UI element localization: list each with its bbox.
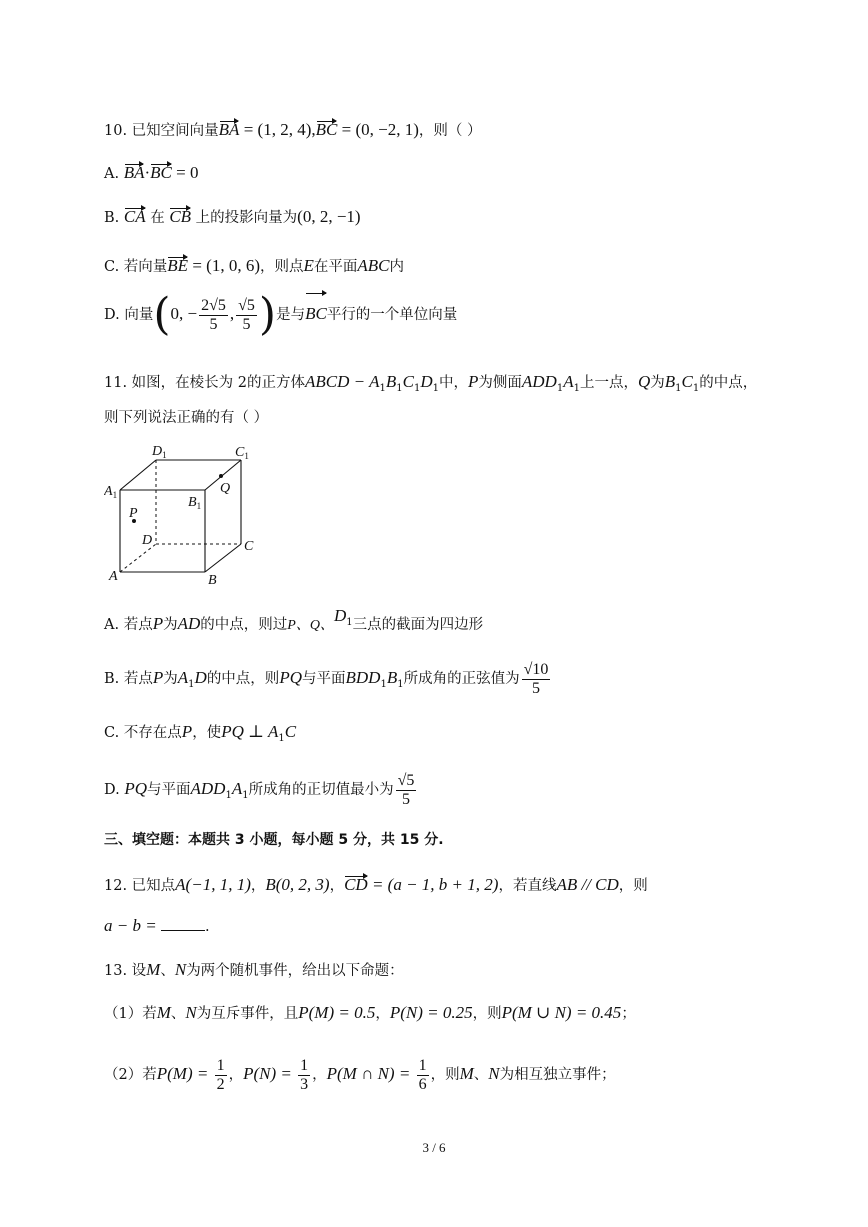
answer-blank[interactable] [161, 916, 205, 931]
q10-stem: 10. 已知空间向量BA = (1, 2, 4),BC = (0, −2, 1)，则（ ） [104, 120, 482, 139]
vector-ba: BA [218, 120, 240, 139]
q11-stem-line1: 11. 如图，在棱长为 2的正方体ABCD − $A_1B_1C_1D_1$中，P为侧面$ADD_1A_1$上一点，Q为$B_1C_1$的中点， [104, 372, 758, 394]
edge-a1d1 [120, 460, 156, 490]
edge-ad-hidden [120, 544, 156, 572]
q11-option-c: C. 不存在点P，使PQ ⊥ $A_1C$ [104, 722, 297, 744]
label-q: Q [220, 481, 231, 496]
label-a: A [109, 569, 118, 584]
label-p: P [129, 506, 138, 521]
q10-option-a: A. BA·BC = 0 [104, 163, 199, 182]
q11-option-b: B. 若点P为$A_1D$的中点，则PQ与平面$BDD_1B_1$所成角的正弦值为 $\frac{√10}{5}$ [104, 660, 549, 697]
label-c: C [244, 539, 254, 554]
fraction: $\frac{1}{3}$ [300, 1056, 309, 1093]
fraction: $\frac{√10}{5}$ [523, 660, 549, 697]
label-c1: $C_1$ [235, 445, 249, 461]
section-heading: 三、填空题：本题共 3 小题，每小题 5 分，共 15 分. [104, 832, 444, 848]
q13-proposition-1: （1）若M、N为互斥事件，且P(M) = 0.5，P(N) = 0.25，则P(M ∪ N) = 0.45； [104, 1003, 636, 1022]
fraction: $\frac{2√5}{5}$ [201, 296, 226, 333]
fraction: $\frac{1}{2}$ [216, 1056, 225, 1093]
fraction: $\frac{√5}{5}$ [238, 296, 255, 333]
q11-option-a: A. 若点P为AD的中点，则过P、Q、$D_1$三点的截面为四边形 [104, 606, 484, 633]
edge-bc [205, 544, 241, 572]
q12-line2: a − b = . [104, 916, 210, 935]
cube-figure [104, 440, 274, 590]
label-d1: $D_1$ [152, 444, 167, 460]
label-d: D [142, 533, 153, 548]
q10-option-b: B. CA 在 CB 上的投影向量为(0, 2, −1) [104, 207, 361, 226]
q10-option-d: D. 向量(0, − $\frac{2√5}{5}$ , $\frac{√5}{5}$ )是与BC平行的一个单位向量 [104, 289, 458, 340]
vector-bc: BC [315, 120, 338, 139]
fraction: $\frac{√5}{5}$ [397, 771, 415, 808]
q13-stem: 13. 设M、N为两个随机事件，给出以下命题： [104, 960, 404, 979]
point-q [219, 474, 223, 478]
label-b: B [208, 573, 217, 588]
page-number: 3 / 6 [422, 1140, 446, 1155]
q10-option-c: C. 若向量BE = (1, 0, 6)，则点E在平面ABC内 [104, 256, 404, 275]
q12-line1: 12. 已知点A(−1, 1, 1)，B(0, 2, 3)，CD = (a − 1, b + 1, 2)，若直线AB // CD，则 [104, 875, 648, 894]
q11-option-d: D. PQ与平面$ADD_1A_1$所成角的正切值最小为 $\frac{√5}{5}$ [104, 771, 415, 808]
label-a1: $A_1$ [104, 484, 118, 500]
fraction: $\frac{1}{6}$ [418, 1056, 427, 1093]
q13-proposition-2: （2）若P(M) = $\frac{1}{2}$ ，P(N) = $\frac{1}{3}$ ，P(M ∩ N) = $\frac{1}{6}$ ，则M、N为相互独立事件； [104, 1056, 616, 1093]
label-b1: $B_1$ [188, 495, 202, 511]
q11-stem-line2: 则下列说法正确的有（ ） [104, 410, 269, 426]
